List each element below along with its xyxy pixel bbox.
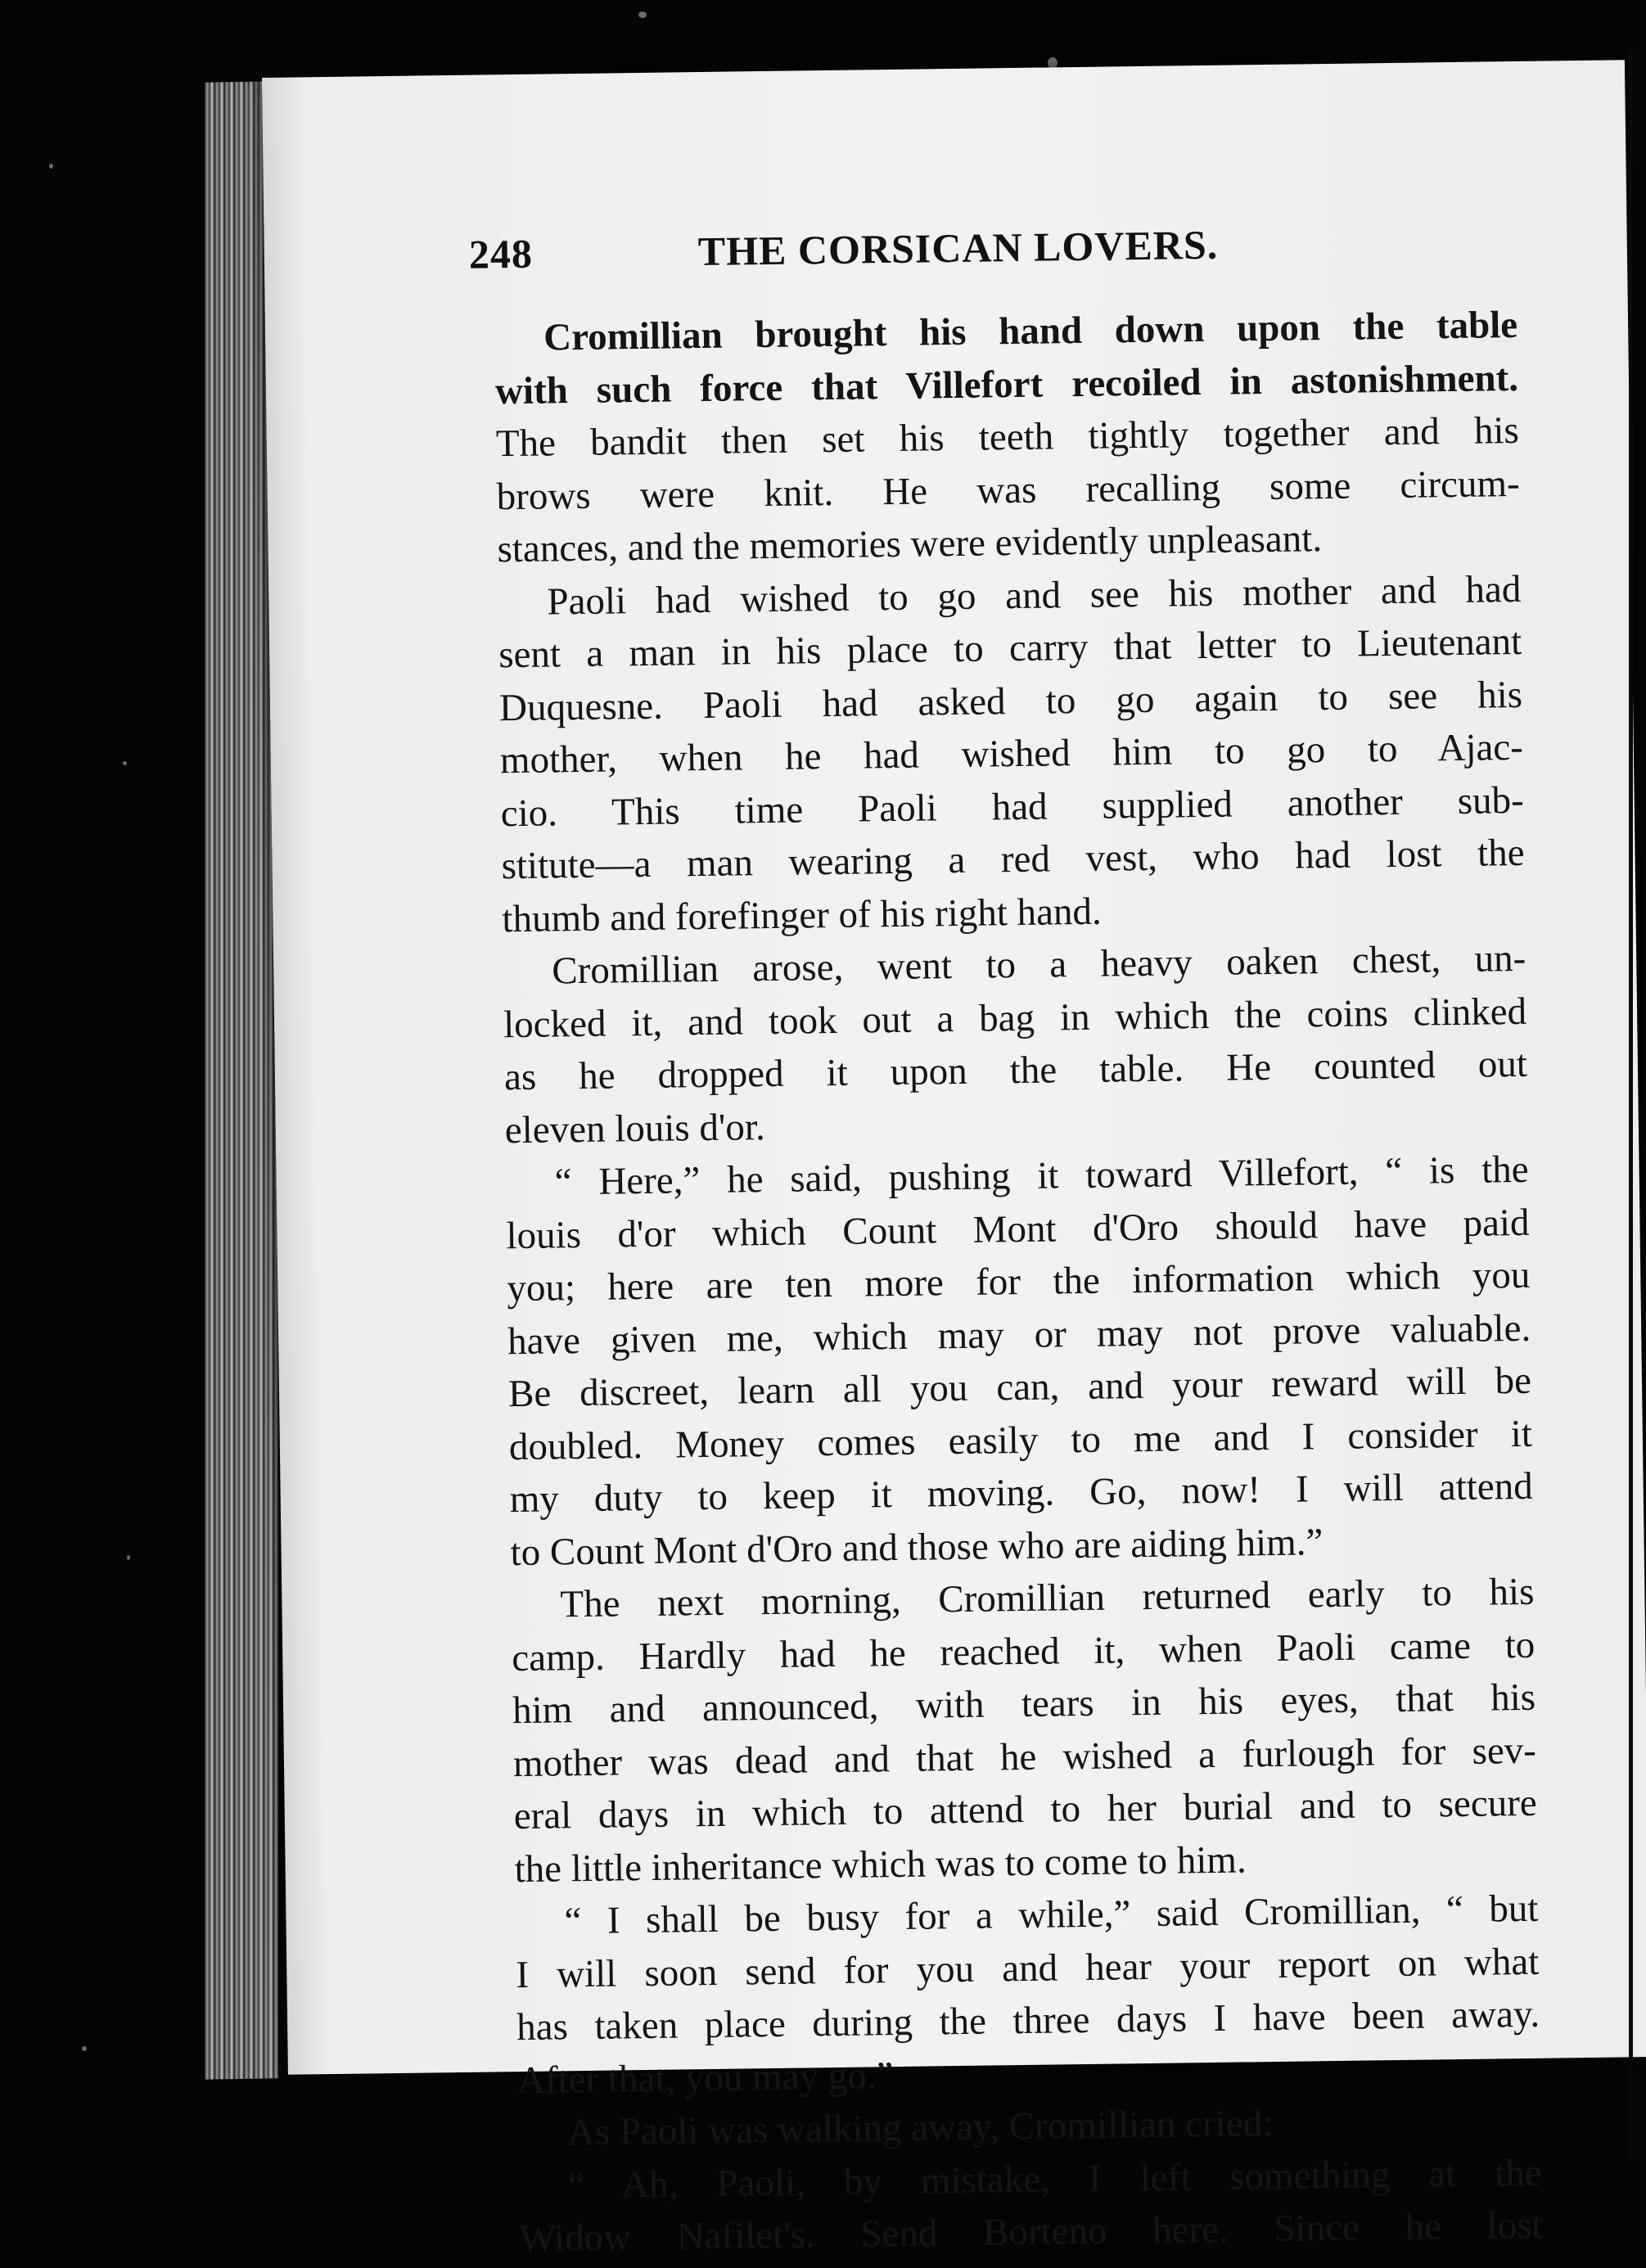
text-line: Paoli had wished to go and see his mother and had (547, 567, 1522, 623)
scan-speck (127, 1555, 130, 1560)
text-line: mother was dead and that he wished a furlough for sev- (512, 1729, 1537, 1785)
scan-edge (1629, 49, 1633, 2161)
text-line: as he dropped it upon the table. He counted out (503, 1042, 1528, 1099)
text-line: Cromillian arose, went to a heavy oaken chest, un- (551, 936, 1526, 993)
text-line: Cromillian brought his hand down upon the table (543, 303, 1518, 359)
text-line: have given me, which may or may not prove valuable. (507, 1306, 1531, 1363)
text-line: you; here are ten more for the information which you (507, 1253, 1531, 1310)
text-line: stitute—a man wearing a red vest, who had lost the (501, 831, 1525, 888)
running-title: THE CORSICAN LOVERS. (697, 221, 1219, 275)
text-line: eral days in which to attend to her burial and to secure (513, 1781, 1538, 1838)
body-text (494, 299, 1543, 2266)
text-line: locked it, and took out a bag in which the coins clinked (503, 990, 1527, 1046)
text-line: doubled. Money comes easily to me and I consider it (508, 1412, 1533, 1468)
scan-speck (638, 11, 647, 18)
text-line: “ Here,” he said, pushing it toward Villefort, “ is the (554, 1148, 1529, 1204)
text-line: As Paoli was walking away, Cromillian cried: (566, 2102, 1274, 2154)
text-line: mother, when he had wished him to go to Ajac- (499, 725, 1524, 782)
text-line: brows were knit. He was recalling some circum- (496, 462, 1520, 518)
text-line: I will soon send for you and hear your report on what (516, 1940, 1540, 1996)
page-number: 248 (468, 230, 534, 277)
text-line: stances, and the memories were evidently unpleasant. (497, 517, 1323, 571)
scan-speck (82, 2046, 87, 2051)
text-line: thumb and forefinger of his right hand. (502, 890, 1103, 940)
text-line: The next morning, Cromillian returned early to his (560, 1570, 1535, 1626)
text-line: has taken place during the three days I have been away. (516, 1992, 1540, 2049)
book-page (262, 60, 1646, 2261)
text-line: with such force that Villefort recoiled in astonishment. (494, 356, 1519, 413)
text-line: him and announced, with tears in his eyes, that his (512, 1675, 1536, 1733)
text-line: louis d'or which Count Mont d'Oro should have paid (506, 1201, 1530, 1257)
text-line: eleven louis d'or. (504, 1105, 765, 1152)
text-line: Be discreet, learn all you can, and your reward will be (507, 1359, 1532, 1416)
scan-speck (123, 761, 127, 765)
text-line: to Count Mont d'Oro and those who are aiding him.” (510, 1520, 1324, 1574)
text-line: “ I shall be busy for a while,” said Cromillian, “ but (564, 1887, 1539, 1943)
text-line: camp. Hardly had he reached it, when Paoli came to (511, 1623, 1536, 1680)
text-line: After that, you may go.” (516, 2054, 894, 2102)
text-line: cio. This time Paoli had supplied another sub- (500, 778, 1525, 835)
text-line: “ Ah, Paoli, by mistake, I left something at the (567, 2151, 1542, 2207)
text-line: my duty to keep it moving. Go, now! I will attend (509, 1464, 1533, 1522)
text-line: Duquesne. Paoli had asked to go again to see his (498, 673, 1523, 729)
text-line: sent a man in his place to carry that letter to Lieutenant (498, 620, 1522, 677)
text-line: Widow Nafilet's. Send Borteno here. Since he lost (519, 2203, 1543, 2261)
text-line: the little inheritance which was to come to him. (514, 1837, 1247, 1891)
scan-speck (49, 164, 53, 169)
page-header (468, 217, 1533, 296)
text-line: The bandit then set his teeth tightly together and his (495, 408, 1520, 466)
